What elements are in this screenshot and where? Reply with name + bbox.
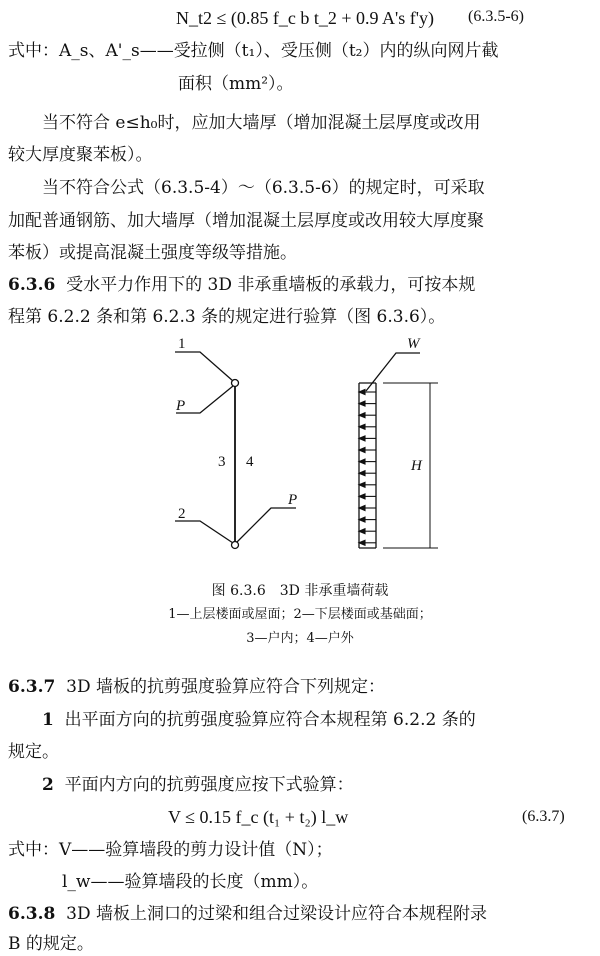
- label-1: 1: [178, 336, 186, 352]
- formula-text: N_t2 ≤ (0.85 f_c b t_2 + 0.9 A's f'y): [176, 8, 434, 28]
- load-arrow-head: [359, 424, 365, 429]
- item-text: 出平面方向的抗剪强度验算应符合本规程第 6.2.2 条的: [64, 710, 476, 730]
- load-arrow-head: [359, 529, 365, 534]
- paragraph-line: 苯板）或提高混凝土强度等级等措施。: [8, 243, 297, 263]
- label-3: 3: [218, 454, 226, 470]
- paragraph-line: 加配普通钢筋、加大墙厚（增加混凝土层厚度或改用较大厚度聚: [8, 211, 484, 231]
- item-1: [42, 709, 476, 731]
- item-text: 平面内方向的抗剪强度应按下式验算：: [64, 775, 354, 795]
- load-arrow-head: [359, 540, 365, 545]
- section-text: 3D 墙板上洞口的过梁和组合过梁设计应符合本规程附录: [66, 904, 487, 924]
- section-text: 3D 墙板的抗剪强度验算应符合下列规定：: [66, 677, 385, 697]
- item-number: 2: [42, 775, 54, 795]
- paragraph-line: 规定。: [8, 742, 59, 762]
- section-number: 6.3.8: [8, 904, 56, 924]
- section-number: 6.3.6: [8, 275, 56, 295]
- load-arrow-head: [359, 390, 365, 395]
- figure-legend-2: 3—户内；4—户外: [246, 631, 354, 646]
- section-6-3-8: [8, 903, 487, 925]
- figure-legend-1: 1—上层楼面或屋面；2—下层楼面或基础面；: [168, 607, 432, 622]
- paragraph-line: 较大厚度聚苯板）。: [8, 145, 153, 165]
- load-arrow-head: [359, 401, 365, 406]
- where-prefix: 式中：: [8, 840, 59, 860]
- load-arrow-head: [359, 436, 365, 441]
- formula-6-3-7: V ≤ 0.15 f_c (t₁ + t₂) l_w: [168, 807, 349, 827]
- equation-number: (6.3.7): [522, 808, 565, 825]
- where-prefix: 式中：: [8, 41, 59, 61]
- load-arrow-head: [359, 517, 365, 522]
- paragraph-line: 当不符合 e≤h₀时，应加大墙厚（增加混凝土层厚度或改用: [42, 113, 481, 133]
- load-arrow-head: [359, 459, 365, 464]
- label-w: W: [407, 336, 420, 352]
- item-2: [42, 774, 354, 796]
- item-number: 1: [42, 710, 54, 730]
- where-desc: V——验算墙段的剪力设计值（N）；: [59, 840, 333, 860]
- leader-1: [175, 352, 233, 381]
- section-text: 受水平力作用下的 3D 非承重墙板的承载力，可按本规: [66, 275, 476, 295]
- load-arrow-head: [359, 448, 365, 453]
- load-arrow-head: [359, 413, 365, 418]
- paragraph-line: 当不符合公式（6.3.5-4）～（6.3.5-6）的规定时，可采取: [42, 178, 485, 198]
- label-4: 4: [246, 454, 254, 470]
- label-p-top: P: [176, 398, 186, 414]
- load-arrow-head: [359, 482, 365, 487]
- label-2: 2: [178, 506, 186, 522]
- figure-caption: 图 6.3.6 3D 非承重墙荷载: [211, 583, 389, 599]
- label-h: H: [411, 458, 422, 474]
- leader-w: [366, 353, 420, 391]
- paragraph-line: 程第 6.2.2 条和第 6.2.3 条的规定进行验算（图 6.3.6）。: [8, 307, 446, 327]
- where-line-lw: l_w——验算墙段的长度（mm）。: [62, 872, 319, 892]
- label-p-bottom: P: [288, 492, 298, 508]
- where-line-2: 面积（mm²）。: [178, 74, 294, 94]
- section-number: 6.3.7: [8, 677, 56, 697]
- where-desc: ——受拉侧（t₁）、受压侧（t₂）内的纵向网片截: [139, 41, 499, 61]
- paragraph-line: B 的规定。: [8, 934, 94, 954]
- leader-2: [175, 521, 233, 543]
- leader-p-bottom: [237, 508, 296, 542]
- equation-number: (6.3.5-6): [468, 8, 524, 25]
- where-line-v: [8, 839, 333, 861]
- load-arrow-head: [359, 471, 365, 476]
- load-arrow-head: [359, 506, 365, 511]
- load-arrow-head: [359, 494, 365, 499]
- where-symbols: A_s、A'_s: [59, 41, 140, 61]
- section-6-3-7: [8, 676, 385, 698]
